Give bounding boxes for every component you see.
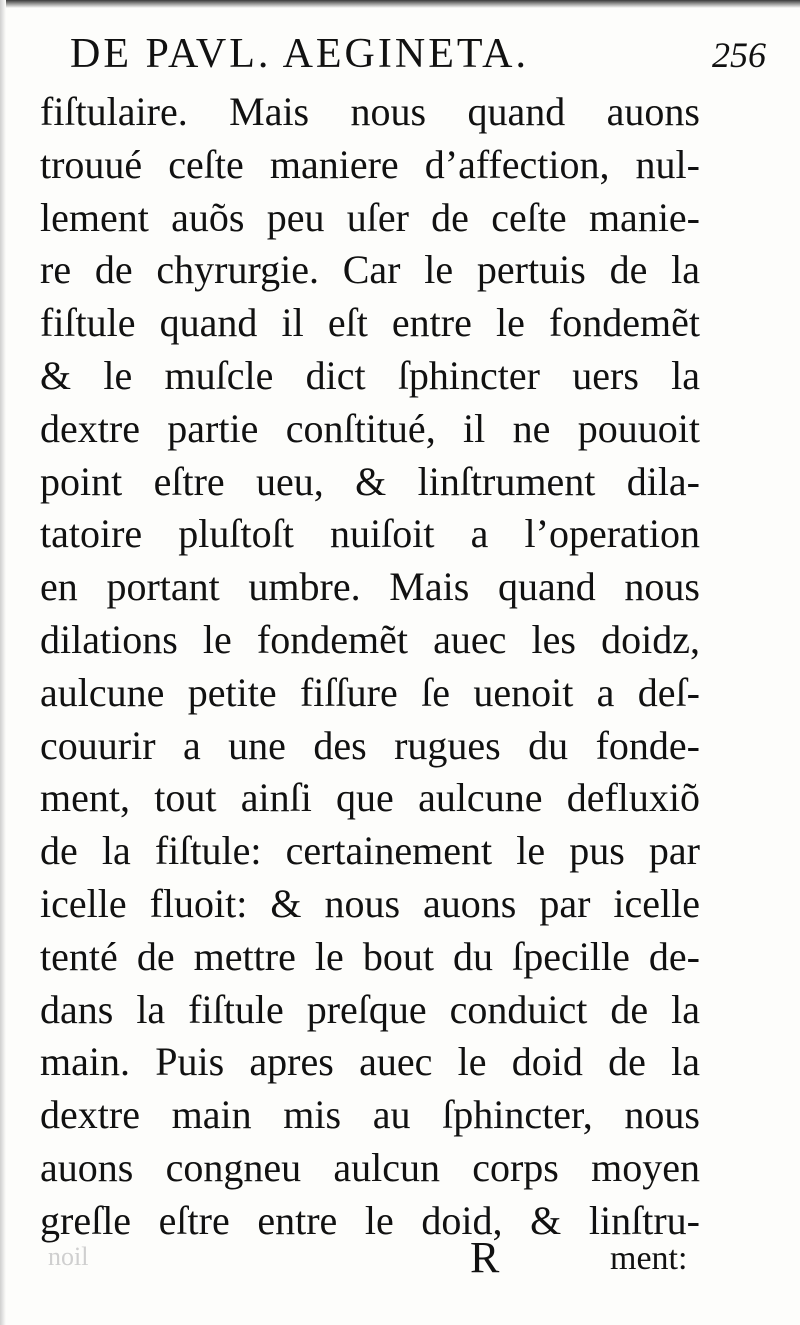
bleed-through-text: noil: [48, 1242, 89, 1271]
page-number: 256: [712, 35, 766, 75]
page-top-edge-shadow: [0, 0, 800, 8]
text-line: greſle eſtre entre le doid, & linſtru-: [40, 1197, 700, 1243]
body-text: [40, 86, 700, 1248]
text-line: re de chyrurgie. Car le pertuis de la: [40, 247, 700, 293]
running-title: DE PAVL. AEGINETA.: [70, 31, 529, 77]
text-line: & le muſcle dict ſphincter uers la: [40, 352, 700, 398]
text-line: point eſtre ueu, & linſtrument dila-: [40, 458, 700, 504]
text-line: main. Puis apres auec le doid de la: [40, 1039, 700, 1085]
text-line: en portant umbre. Mais quand nous: [40, 564, 700, 610]
catchword: ment:: [610, 1240, 688, 1277]
text-line: couurir a une des rugues du fonde-: [40, 722, 700, 768]
text-line: dilations le fondemẽt auec les doidz,: [40, 616, 700, 662]
text-line: tenté de mettre le bout du ſpecille de-: [40, 933, 700, 979]
text-line: dextre main mis au ſphincter, nous: [40, 1092, 700, 1138]
text-line: lement auõs peu uſer de ceſte manie-: [40, 194, 700, 240]
text-line: trouué ceſte maniere d’affection, nul-: [40, 141, 700, 187]
text-line: fiſtulaire. Mais nous quand auons: [40, 89, 700, 134]
text-line: auons congneu aulcun corps moyen: [40, 1144, 700, 1190]
text-line: icelle fluoit: & nous auons par icelle: [40, 880, 700, 926]
text-line: tatoire pluſtoſt nuiſoit a l’operation: [40, 511, 700, 557]
text-line: dans la fiſtule preſque conduict de la: [40, 986, 700, 1032]
text-line: de la fiſtule: certainement le pus par: [40, 828, 700, 874]
text-line: fiſtule quand il eſt entre le fondemẽt: [40, 300, 700, 346]
signature-mark: R: [470, 1233, 500, 1282]
text-line: aulcune petite fiſſure ſe uenoit a deſ-: [40, 669, 700, 715]
page-left-edge-shadow: [0, 0, 6, 1325]
text-line: ment, tout ainſi que aulcune defluxiõ: [40, 775, 700, 821]
text-line: dextre partie conſtitué, il ne pouuoit: [40, 405, 700, 451]
